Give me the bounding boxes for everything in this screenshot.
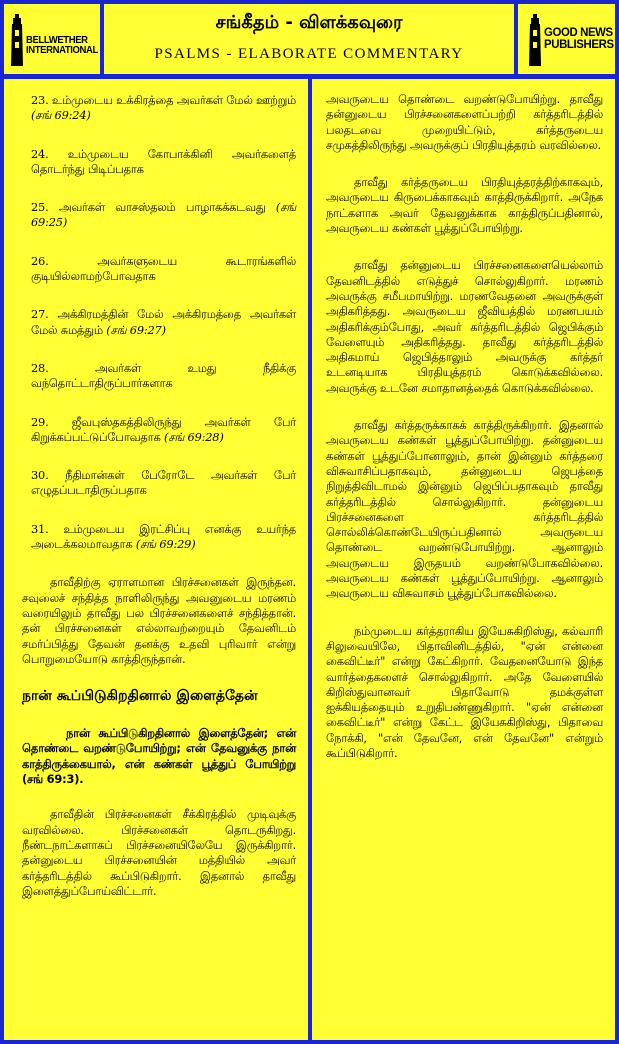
paragraph: தாவீது கர்த்தருக்காகக் காத்திருக்கிறார். இதனால் அவருடைய கண்கள் பூத்துப்போயிற்று. தன்னுடைய கண்கள் பூத்துப்போனாலும், தான் இன்னும் கர்த்தரை விசுவாசிப்பதாகவும், தன்னுடைய ஜெபத்தை நிறுத்திவிடாமல் இன்னும் ஜெபிப்பதாகவும் தாவீது கர்த்தரிடத்தில் சொல்லுகிறார். தன்னுடைய பிரச்சனைகளை கர்த்தரிடத்தில் சொல்லிக்கொண்டேயிருப்பதினால் அவருடைய தொண்டை வறண்டுபோயிற்று. ஆனாலும் அவருடைய இருதயம் வறண்டுபோகவில்லை. அவருடைய கண்கள் பூத்துப்போயிற்று. ஆனாலும் அவருடைய விசுவாசம் பூத்துப்போகவில்லை. — [326, 418, 603, 601]
paragraph: தாவீதின் பிரச்சனைகள் சீக்கிரத்தில் முடிவுக்கு வரவில்லை. பிரச்சனைகள் தொடருகிறது. நீண்டநாட்களாகப் பிரச்சனையிலேயே இருக்கிறார். தன்னுடைய பிரச்சனையின் மத்தியில் அவர் கர்த்தரிடத்தில் கூப்பிடுகிறார். இதனால் தாவீது இளைத்துப்போய்விட்டார். — [22, 807, 296, 898]
verse: 28. அவர்கள் உமது நீதிக்கு வந்தொட்டாதிருப்பார்களாக — [31, 360, 296, 391]
paragraph: அவருடைய தொண்டை வறண்டுபோயிற்று. தாவீது தன்னுடைய பிரச்சனைகளைப்பற்றி கர்த்தரிடத்தில் பலதடவை முறையிட்டும், கர்த்தருடைய சமுகத்திலிருந்து அவருக்குப் பிரதியுத்தரம் வரவில்லை. — [326, 92, 603, 152]
logo-line: INTERNATIONAL — [26, 45, 98, 56]
paragraph: நம்முடைய கர்த்தராகிய இயேசுகிறிஸ்து, கல்வாரி சிலுவையிலே, பிதாவினிடத்தில், "ஏன் என்னை கைவிட்டீர்" என்று கேட்கிறார். வேதனையோடு இந்த வார்த்தைகளைச் சொல்லுகிறார். அதே வேளையில் கிறிஸ்துவானவர் பிதாவோடு தமக்குள்ள ஐக்கியத்தையும் உறுதிபண்ணுகிறார். "ஏன் என்னை கைவிட்டீர்" என்று கேட்ட இயேசுகிறிஸ்து, பிதாவை நோக்கி, "என் தேவனே, என் தேவனே" என்றும் கூப்பிடுகிறார். — [326, 623, 603, 760]
logo-line: GOOD NEWS — [544, 25, 613, 39]
tower-icon — [10, 14, 24, 66]
logo-line: PUBLISHERS — [544, 37, 614, 51]
good-news-logo — [518, 4, 615, 74]
verse: 23. உம்முடைய உக்கிரத்தை அவர்கள் மேல் ஊற்றும் (சங் 69:24) — [31, 93, 296, 123]
verse: 26. அவர்களுடைய கூடாரங்களில் குடியில்லாமற்போவதாக — [31, 253, 296, 284]
bellwether-logo — [4, 4, 100, 74]
verse: 25. அவர்கள் வாசஸ்தலம் பாழாகக்கடவது (சங் 69:25) — [31, 200, 296, 230]
right-column — [312, 79, 615, 1040]
title-tamil: சங்கீதம் - விளக்கவுரை — [215, 12, 403, 33]
key-verse: நான் கூப்பிடுகிறதினால் இளைத்தேன்; என் தொண்டை வறண்டுபோயிற்று; என் தேவனுக்கு நான் காத்திருக்கையால், என் கண்கள் பூத்துப் போயிற்று (சங் 69:3). — [22, 726, 296, 787]
logo-line: BELLWETHER — [26, 35, 88, 46]
paragraph: தாவீது தன்னுடைய பிரச்சனைகளையெல்லாம் தேவனிடத்தில் எடுத்துச் சொல்லுகிறார். மரணம் அவருக்கு சமீபமாயிற்று. மரணவேதனை அவருக்குள் அதிகரித்தது. அவருடைய ஜீவியத்தில் மரணபயம் அதிகரிக்கும்போது, அவர் கர்த்தரிடத்தில் ஜெபிக்கும் வேளையும் அதிகரித்தது. தாவீது கர்த்தரிடத்தில் அதிகமாய் ஜெபித்தாலும் அவருக்கு கர்த்தர் உடனடியாக பிரதியுத்தரம் கொடுக்கவில்லை. அவருக்கு உடனே சமாதானத்தைக் கொடுக்கவில்லை. — [326, 258, 603, 395]
title-english: PSALMS - ELABORATE COMMENTARY — [154, 46, 464, 62]
verse: 24. உம்முடைய கோபாக்கினி அவர்களைத் தொடர்ந்து பிடிப்பதாக — [31, 146, 296, 176]
page-header — [104, 4, 514, 74]
verse: 29. ஜீவபுஸ்தகத்திலிருந்து அவர்கள் பேர் கிறுக்கப்பட்டுப்போவதாக (சங் 69:28) — [31, 414, 296, 444]
verse: 30. நீதிமான்கள் பேரோடே அவர்கள் பேர் எழுதப்படாதிருப்பதாக — [31, 468, 296, 498]
verse: 31. உம்முடைய இரட்சிப்பு எனக்கு உயர்ந்த அடைக்கலமாவதாக (சங் 69:29) — [31, 521, 296, 552]
paragraph: தாவீதிற்கு ஏராளமான பிரச்சனைகள் இருந்தன. சவுலைச் சந்தித்த நாளிலிருந்து அவனுடைய மரணம் வரையிலும் தாவீது பல பிரச்சனைகளைச் சந்தித்தான். தன் பிரச்சனைகள் எல்லாவற்றையும் தேவனிடம் சமர்ப்பித்து தேவன் தனக்கு உதவி புரிவார் என்று பொறுமையோடு காத்திருந்தான். — [22, 575, 296, 666]
left-column — [4, 79, 308, 1040]
section-heading: நான் கூப்பிடுகிறதினால் இளைத்தேன் — [22, 688, 258, 705]
verse: 27. அக்கிரமத்தின் மேல் அக்கிரமத்தை அவர்கள் மேல் சுமத்தும் (சங் 69:27) — [31, 307, 296, 337]
paragraph: தாவீது கர்த்தருடைய பிரதியுத்தரத்திற்காகவும், அவருடைய கிருபைக்காகவும் காத்திருக்கிறார். அநேக நாட்களாக அவர் தேவனுக்காக காத்திருப்பதினால், அவருடைய கண்கள் பூத்துப்போயிற்று. — [326, 175, 603, 236]
tower-icon — [528, 14, 542, 66]
